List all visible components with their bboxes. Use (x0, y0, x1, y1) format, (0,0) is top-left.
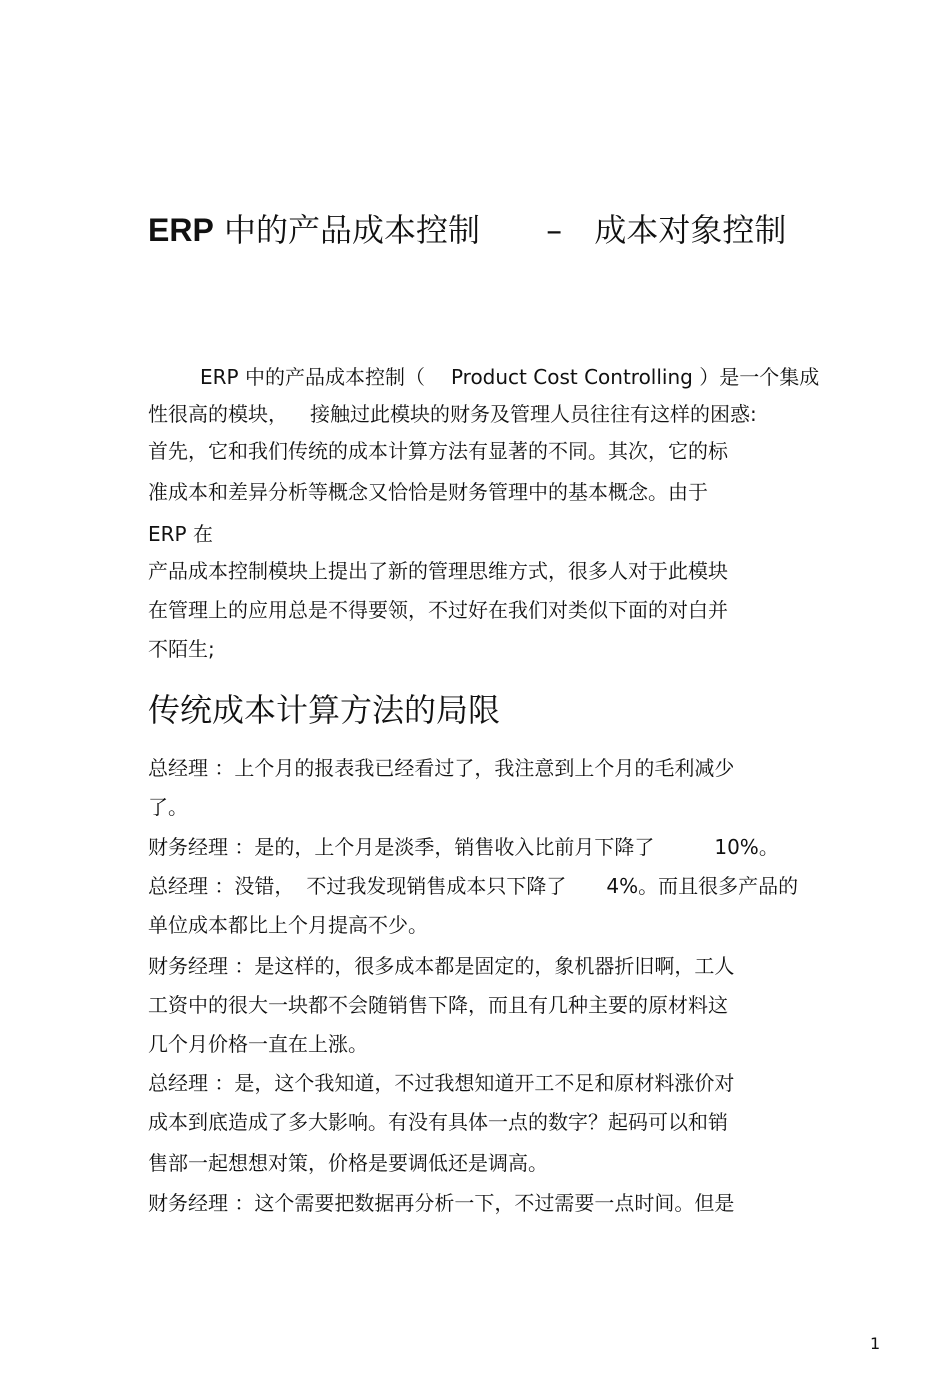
dialogue-line-7: 工资中的很大一块都不会随销售下降，而且有几种主要的原材料这 (148, 993, 728, 1017)
intro-line-2 (148, 400, 757, 428)
intro-line-6: 产品成本控制模块上提出了新的管理思维方式，很多人对于此模块 (148, 559, 728, 583)
dialogue-line-3 (148, 833, 779, 861)
dialogue-line-10: 成本到底造成了多大影响。有没有具体一点的数字？起码可以和销 (148, 1110, 728, 1134)
intro-line-2b: 接触过此模块的财务及管理人员往往有这样的困惑: (310, 402, 757, 426)
intro-line-2a: 性很高的模块， (148, 402, 288, 426)
dialogue-line-9: 总经理 ：是，这个我知道，不过我想知道开工不足和原材料涨价对 (148, 1071, 735, 1095)
intro-line-8: 不陌生; (148, 637, 215, 661)
dialogue-line-4 (148, 872, 798, 900)
page-number: 1 (870, 1334, 881, 1353)
dialogue-line-12: 财务经理 ：这个需要把数据再分析一下，不过需要一点时间。但是 (148, 1191, 735, 1215)
dialogue-line-4a: 总经理 ：没错， (148, 874, 295, 898)
dialogue-line-3b: 10%。 (714, 835, 779, 859)
dialogue-line-3a: 财务经理 ：是的，上个月是淡季，销售收入比前月下降了 (148, 835, 655, 859)
intro-line-3: 首先，它和我们传统的成本计算方法有显著的不同。其次，它的标 (148, 439, 728, 463)
dialogue-line-4c: 4%。而且很多产品的 (606, 874, 799, 898)
intro-line-5: ERP 在 (148, 522, 213, 546)
title-dash: – (546, 211, 563, 249)
dialogue-line-11: 售部一起想想对策，价格是要调低还是调高。 (148, 1151, 548, 1175)
intro-line-7: 在管理上的应用总是不得要领，不过好在我们对类似下面的对白并 (148, 598, 728, 622)
intro-line-1a: ERP 中的产品成本控制（ (200, 365, 425, 389)
title-main: 中的产品成本控制 (223, 211, 480, 249)
dialogue-line-8: 几个月价格一直在上涨。 (148, 1032, 368, 1056)
title-erp: ERP (148, 212, 214, 248)
document-title (148, 208, 848, 252)
dialogue-line-2: 了。 (148, 795, 188, 819)
intro-line-1b: Product Cost Controlling ）是一个集成 (450, 365, 820, 389)
dialogue-line-4b: 不过我发现销售成本只下降了 (306, 874, 567, 898)
dialogue-line-1: 总经理 ：上个月的报表我已经看过了，我注意到上个月的毛利减少 (148, 756, 735, 780)
title-sub: 成本对象控制 (594, 211, 787, 249)
intro-line-4: 准成本和差异分析等概念又恰恰是财务管理中的基本概念。由于 (148, 480, 708, 504)
dialogue-line-5: 单位成本都比上个月提高不少。 (148, 913, 428, 937)
dialogue-line-6: 财务经理 ：是这样的，很多成本都是固定的，象机器折旧啊，工人 (148, 954, 735, 978)
intro-line-1 (200, 363, 819, 391)
section-heading: 传统成本计算方法的局限 (148, 691, 501, 729)
